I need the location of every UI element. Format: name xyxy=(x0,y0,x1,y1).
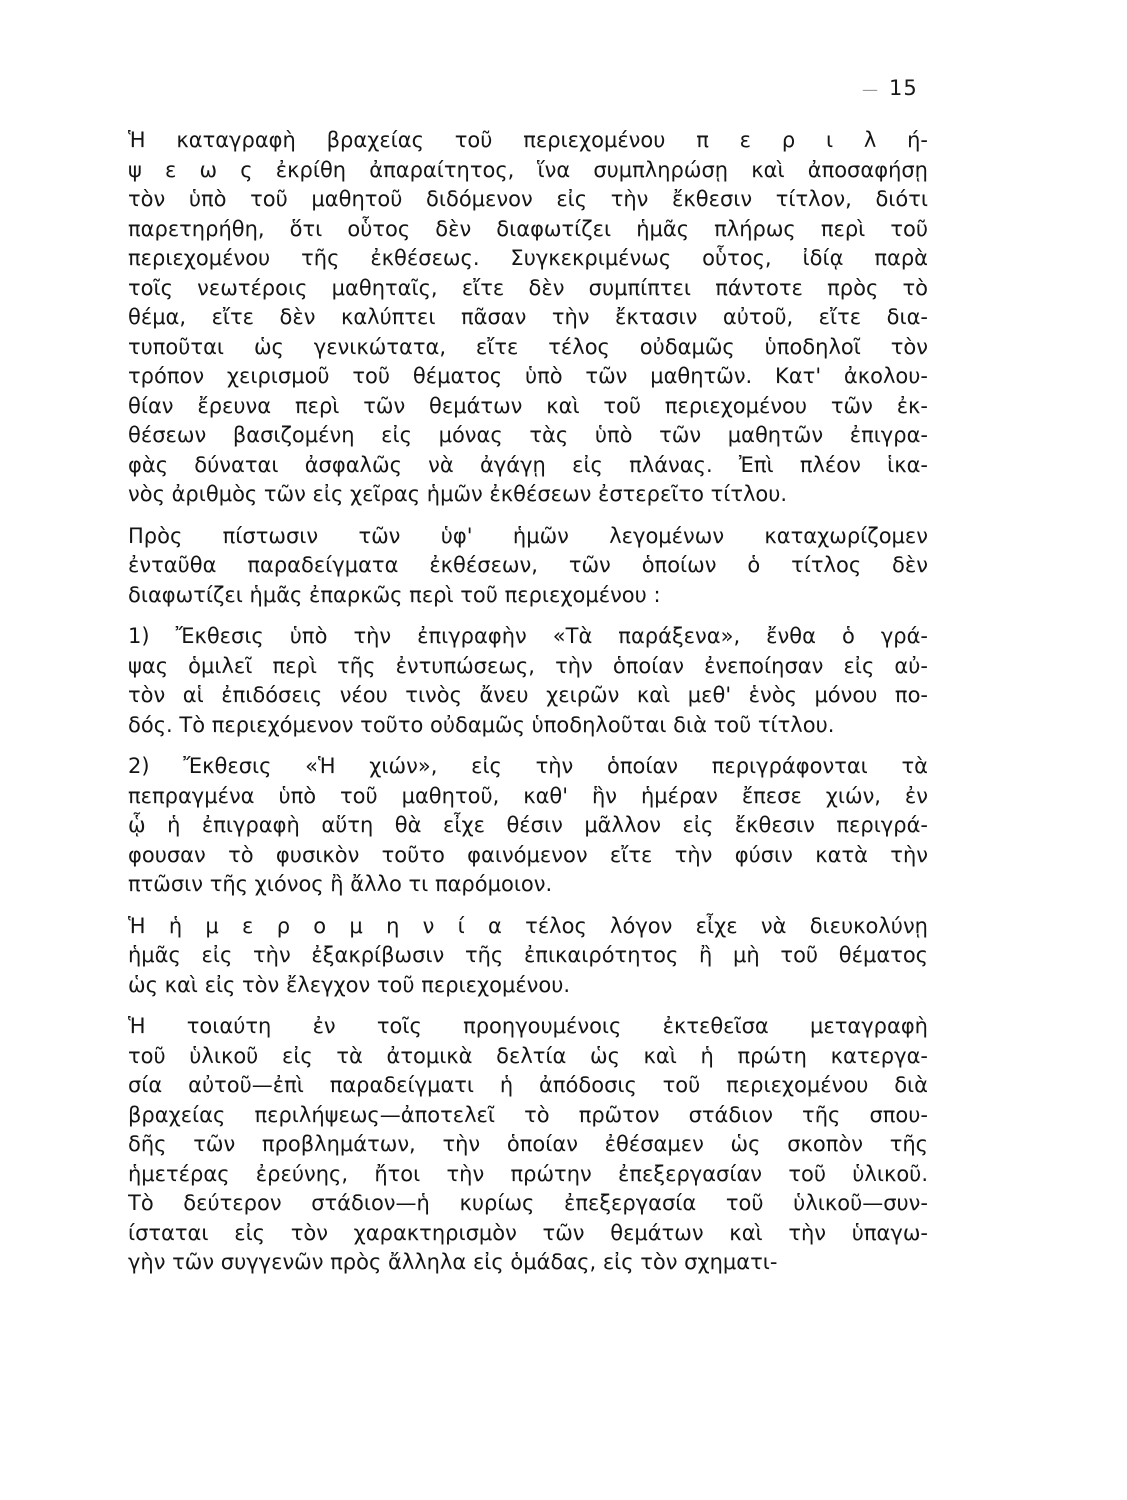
text-line: Τὸ δεύτερον στάδιον—ἡ κυρίως ἐπεξεργασία τοῦ ὑλικοῦ—συν- xyxy=(128,1191,928,1215)
text-line: θίαν ἔρευνα περὶ τῶν θεμάτων καὶ τοῦ περιεχομένου τῶν ἐκ- xyxy=(128,393,928,418)
text-line: τυποῦται ὡς γενικώτατα, εἴτε τέλος οὐδαμῶς ὑποδηλοῖ τὸν xyxy=(128,334,928,359)
text-line: ἡμᾶς εἰς τὴν ἐξακρίβωσιν τῆς ἐπικαιρότητος ἢ μὴ τοῦ θέματος xyxy=(128,943,928,967)
text-line: Ἡ καταγραφὴ βραχείας τοῦ περιεχομένου π ε ρ ι λ ή- xyxy=(128,128,928,152)
text-line: Πρὸς πίστωσιν τῶν ὑφ' ἡμῶν λεγομένων καταχωρίζομεν xyxy=(128,523,928,548)
paragraph-gap xyxy=(128,900,928,912)
text-line: Ἡ ἡ μ ε ρ ο μ η ν ί α τέλος λόγον εἶχε νὰ διευκολύνῃ xyxy=(128,913,928,938)
paragraph-gap xyxy=(128,740,928,752)
text-line: ἡμετέρας ἐρεύνης, ἤτοι τὴν πρώτην ἐπεξεργασίαν τοῦ ὑλικοῦ. xyxy=(128,1161,928,1186)
text-line: θέμα, εἴτε δὲν καλύπτει πᾶσαν τὴν ἔκτασιν αὐτοῦ, εἴτε δια- xyxy=(128,305,928,329)
text-line: περιεχομένου τῆς ἐκθέσεως. Συγκεκριμένως οὗτος, ἰδίᾳ παρὰ xyxy=(128,246,928,270)
text-line: νὸς ἀριθμὸς τῶν εἰς χεῖρας ἡμῶν ἐκθέσεων ἐστερεῖτο τίτλου. xyxy=(128,482,788,506)
text-line: δός. Τὸ περιεχόμενον τοῦτο οὐδαμῶς ὑποδηλοῦται διὰ τοῦ τίτλου. xyxy=(128,712,835,737)
text-line: τὸν αἱ ἐπιδόσεις νέου τινὸς ἄνευ χειρῶν καὶ μεθ' ἑνὸς μόνου πο- xyxy=(128,683,928,707)
paragraph-p6 xyxy=(128,1012,928,1278)
paragraph-p2 xyxy=(128,522,928,611)
text-line: ίσταται εἰς τὸν χαρακτηρισμὸν τῶν θεμάτων καὶ τὴν ὑπαγω- xyxy=(128,1220,928,1245)
paragraph-gap xyxy=(128,610,928,622)
text-line: Ἡ τοιαύτη ἐν τοῖς προηγουμένοις ἐκτεθεῖσα μεταγραφὴ xyxy=(128,1014,928,1038)
body-text xyxy=(128,126,928,1278)
paragraph-p5 xyxy=(128,912,928,1001)
text-line: φὰς δύναται ἀσφαλῶς νὰ ἀγάγῃ εἰς πλάνας. Ἐπὶ πλέον ἱκα- xyxy=(128,452,928,477)
page-number-dash: — xyxy=(862,80,879,99)
text-line: τοῦ ὑλικοῦ εἰς τὰ ἀτομικὰ δελτία ὡς καὶ ἡ πρώτη κατεργα- xyxy=(128,1043,928,1068)
text-line: διαφωτίζει ἡμᾶς ἐπαρκῶς περὶ τοῦ περιεχομένου : xyxy=(128,582,661,607)
text-line: σία αὐτοῦ—ἐπὶ παραδείγματι ἡ ἀπόδοσις τοῦ περιεχομένου διὰ xyxy=(128,1073,928,1097)
text-line: πτῶσιν τῆς χιόνος ἢ ἄλλο τι παρόμοιον. xyxy=(128,872,553,896)
text-line: ψας ὁμιλεῖ περὶ τῆς ἐντυπώσεως, τὴν ὁποίαν ἐνεποίησαν εἰς αὐ- xyxy=(128,653,928,678)
paragraph-gap xyxy=(128,1000,928,1012)
page-number-value: 15 xyxy=(889,76,918,100)
text-line: ὡς καὶ εἰς τὸν ἔλεγχον τοῦ περιεχομένου. xyxy=(128,972,571,997)
text-line: παρετηρήθη, ὅτι οὗτος δὲν διαφωτίζει ἡμᾶς πλήρως περὶ τοῦ xyxy=(128,216,928,241)
text-line: βραχείας περιλήψεως—ἀποτελεῖ τὸ πρῶτον στάδιον τῆς σπου- xyxy=(128,1102,928,1127)
text-line: ᾧ ἡ ἐπιγραφὴ αὕτη θὰ εἶχε θέσιν μᾶλλον εἰς ἔκθεσιν περιγρά- xyxy=(128,813,928,837)
text-line: φουσαν τὸ φυσικὸν τοῦτο φαινόμενον εἴτε τὴν φύσιν κατὰ τὴν xyxy=(128,842,928,867)
paragraph-gap xyxy=(128,510,928,522)
page-number xyxy=(862,76,918,100)
text-line: 2) Ἔκθεσις «Ἡ χιών», εἰς τὴν ὁποίαν περιγράφονται τὰ xyxy=(128,754,928,778)
paragraph-p3 xyxy=(128,622,928,740)
paragraph-p4 xyxy=(128,752,928,900)
text-line: 1) Ἔκθεσις ὑπὸ τὴν ἐπιγραφὴν «Τὰ παράξενα», ἔνθα ὁ γρά- xyxy=(128,624,928,648)
text-line: θέσεων βασιζομένη εἰς μόνας τὰς ὑπὸ τῶν μαθητῶν ἐπιγρα- xyxy=(128,423,928,447)
text-line: ψ ε ω ς ἐκρίθη ἀπαραίτητος, ἵνα συμπληρώσῃ καὶ ἀποσαφήσῃ xyxy=(128,157,928,182)
text-line: γὴν τῶν συγγενῶν πρὸς ἄλληλα εἰς ὁμάδας, εἰς τὸν σχηματι- xyxy=(128,1250,778,1274)
text-line: τοῖς νεωτέροις μαθηταῖς, εἴτε δὲν συμπίπτει πάντοτε πρὸς τὸ xyxy=(128,275,928,300)
text-line: πεπραγμένα ὑπὸ τοῦ μαθητοῦ, καθ' ἣν ἡμέραν ἔπεσε χιών, ἐν xyxy=(128,783,928,808)
paragraph-p1 xyxy=(128,126,928,510)
text-line: δῆς τῶν προβλημάτων, τὴν ὁποίαν ἐθέσαμεν ὡς σκοπὸν τῆς xyxy=(128,1132,928,1156)
text-line: τρόπον χειρισμοῦ τοῦ θέματος ὑπὸ τῶν μαθητῶν. Κατ' ἀκολου- xyxy=(128,364,928,388)
text-line: ἐνταῦθα παραδείγματα ἐκθέσεων, τῶν ὁποίων ὁ τίτλος δὲν xyxy=(128,553,928,577)
text-line: τὸν ὑπὸ τοῦ μαθητοῦ διδόμενον εἰς τὴν ἔκθεσιν τίτλον, διότι xyxy=(128,187,928,211)
